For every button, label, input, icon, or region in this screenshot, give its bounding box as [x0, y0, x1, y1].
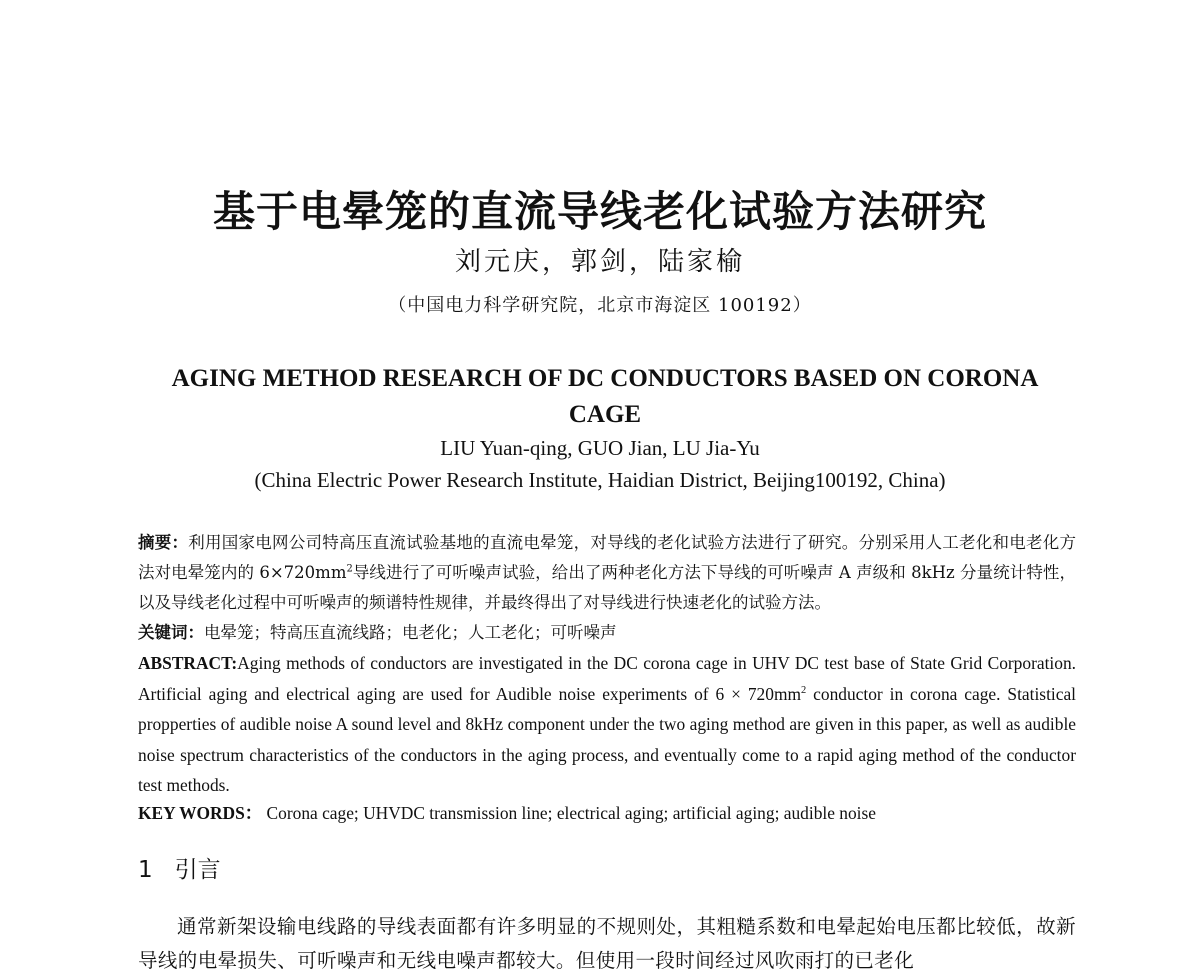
- abstract-en-label: ABSTRACT:: [138, 653, 238, 673]
- keywords-cn: [138, 618, 1076, 648]
- keywords-cn-label: 关键词：: [138, 623, 204, 642]
- abstract-en-text-part2: conductor in corona cage. Statistical propperties of audible noise A sound level and 8kHz component under the two aging method are given in this paper, as well as audible noise spectrum characteristics of the conductors in the aging process, and eventually come to a rapid aging method of the conductor test methods.: [138, 683, 1077, 795]
- keywords-en-text: Corona cage; UHVDC transmission line; electrical aging; artificial aging; audible noise: [266, 803, 876, 823]
- authors-cn: 刘元庆，郭剑，陆家榆: [454, 247, 745, 277]
- abstract-cn-text-part2: 导线进行了可听噪声试验，给出了两种老化方法下导线的可听噪声 A 声级和 8kHz 分量统计特性，以及导线老化过程中可听噪声的频谱特性规律，并最终得出了对导线进行快速老化的试验方法。: [138, 563, 1076, 612]
- introduction-paragraph: 通常新架设输电线路的导线表面都有许多明显的不规则处，其粗糙系数和电晕起始电压都比较低，故新导线的电晕损失、可听噪声和无线电噪声都较大。但使用一段时间经过风吹雨打的已老化: [138, 915, 1076, 972]
- abstract-cn-label: 摘要：: [138, 533, 189, 552]
- section-number: 1: [138, 857, 153, 883]
- abstract-cn-text-part1: 利用国家电网公司特高压直流试验基地的直流电晕笼，对导线的老化试验方法进行了研究。分别采用人工老化和电老化方法对电晕笼内的 6×720mm: [138, 533, 1077, 582]
- affiliation-cn: （中国电力科学研究院，北京市海淀区 100192）: [388, 295, 812, 316]
- abstract-cn-superscript: 2: [346, 563, 353, 575]
- section-heading-introduction: [138, 853, 221, 887]
- paper-title-cn: 基于电晕笼的直流导线老化试验方法研究: [212, 187, 987, 236]
- keywords-cn-text: 电晕笼；特高压直流线路；电老化；人工老化；可听噪声: [204, 623, 617, 642]
- paper-title-en: AGING METHOD RESEARCH OF DC CONDUCTORS BASED ON CORONA CAGE: [171, 365, 1039, 428]
- authors-en: LIU Yuan-qing, GUO Jian, LU Jia-Yu: [440, 436, 760, 460]
- keywords-en: [138, 798, 1076, 828]
- abstract-en-text-part1: Aging methods of conductors are investigated in the DC corona cage in UHV DC test base of State Grid Corporation. Artificial aging and electrical aging are used for Audible noise experiments of 6 × 720mm: [138, 653, 1076, 704]
- keywords-en-label: KEY WORDS：: [138, 803, 263, 823]
- abstract-cn: [138, 528, 1076, 618]
- section-title: 引言: [174, 857, 221, 883]
- abstract-en-superscript: 2: [801, 684, 807, 696]
- affiliation-en: (China Electric Power Research Institute, Haidian District, Beijing100192, China): [254, 468, 946, 492]
- abstract-en: [138, 648, 1076, 801]
